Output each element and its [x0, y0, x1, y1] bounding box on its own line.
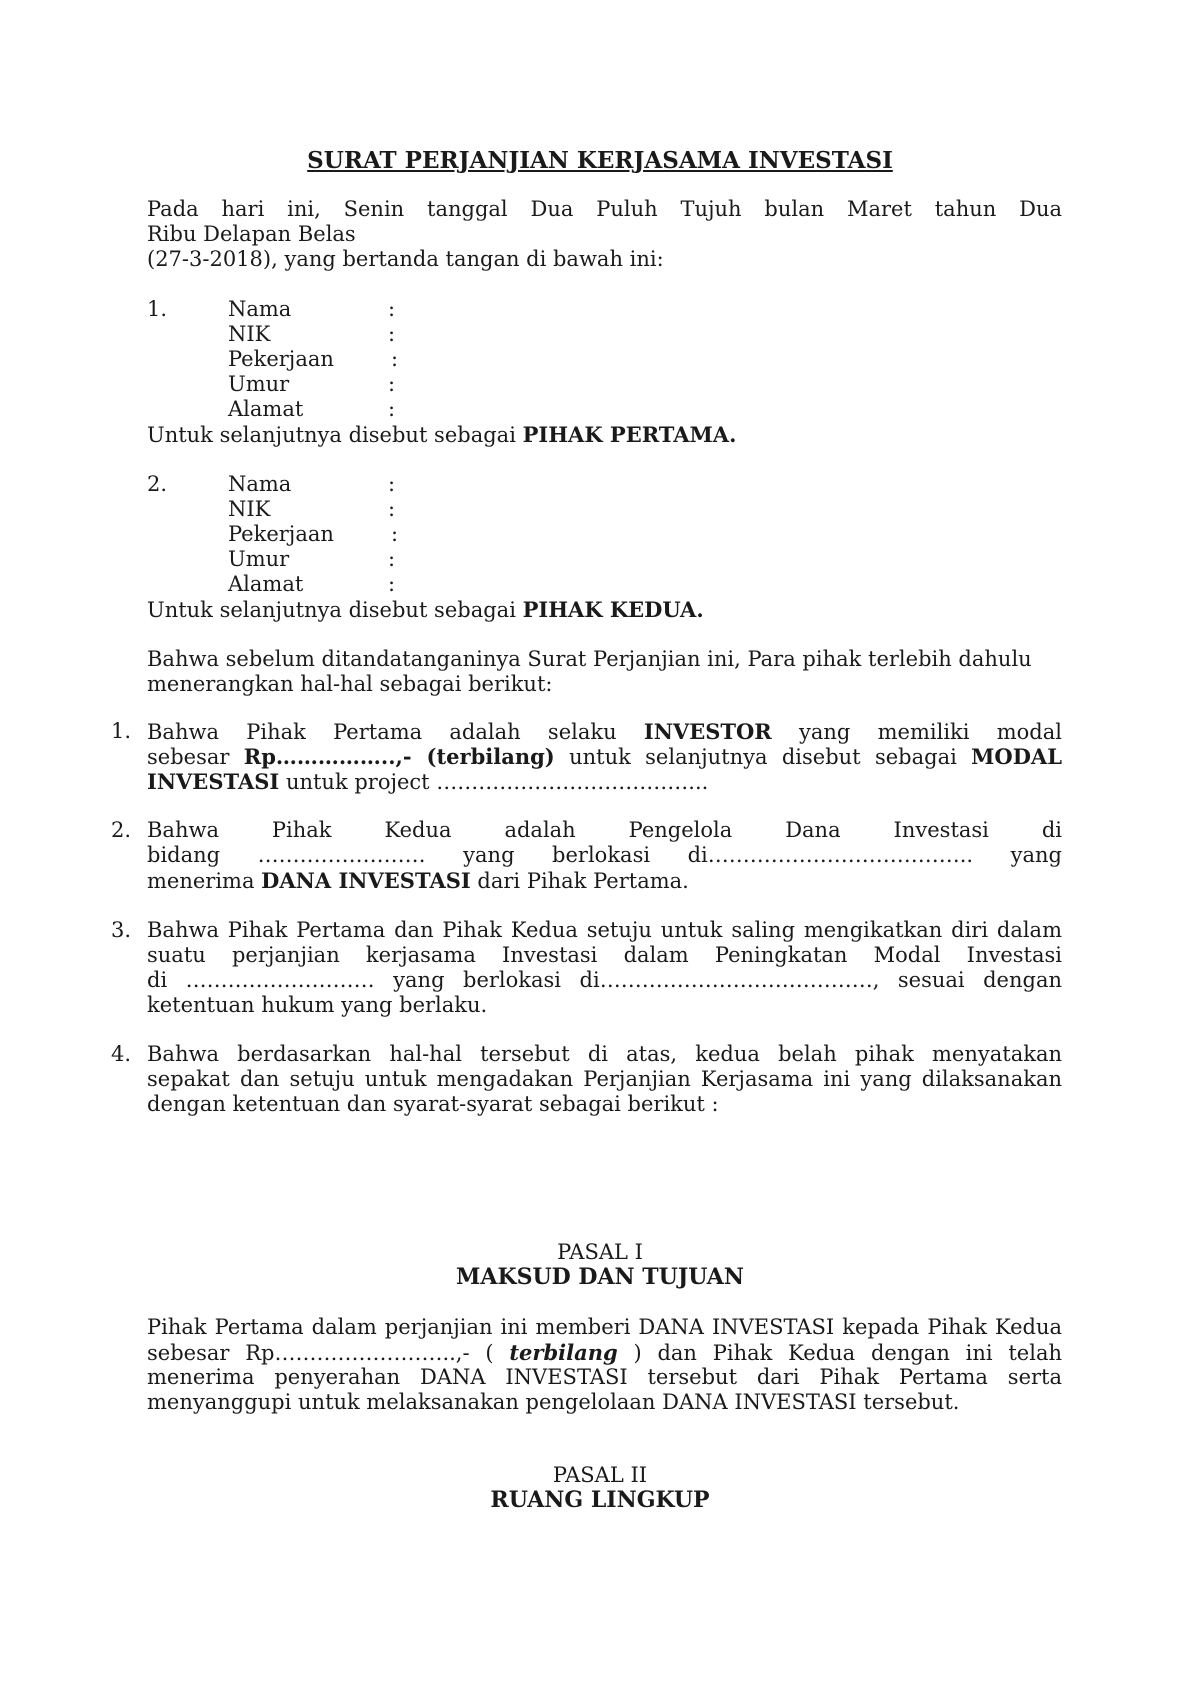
point-line: Bahwa Pihak Pertama adalah selaku INVESTOR yang memiliki modal: [147, 719, 1062, 744]
field-label: Pekerjaan: [228, 522, 334, 546]
field-label: Nama: [228, 297, 292, 321]
intro-line: Pada hari ini, Senin tanggal Dua Puluh Tujuh bulan Maret tahun Dua: [147, 197, 1062, 221]
field-colon: :: [388, 297, 396, 321]
point-line: sepakat dan setuju untuk mengadakan Perjanjian Kerjasama ini yang dilaksanakan: [147, 1067, 1062, 1091]
party-description: Untuk selanjutnya disebut sebagai PIHAK PERTAMA.: [147, 422, 737, 447]
pasal-heading: RUANG LINGKUP: [490, 1487, 710, 1513]
point-line: bidang …………………… yang berlokasi di……………………………….. yang: [147, 843, 1062, 867]
point-line: Bahwa Pihak Kedua adalah Pengelola Dana Investasi di: [147, 818, 1062, 842]
point-line: sebesar Rp……………..,- (terbilang) untuk selanjutnya disebut sebagai MODAL: [147, 744, 1062, 769]
field-colon: :: [388, 497, 396, 521]
field-label: Pekerjaan: [228, 347, 334, 371]
point-line: suatu perjanjian kerjasama Investasi dalam Peningkatan Modal Investasi: [147, 943, 1062, 967]
party-number: 1.: [147, 297, 168, 321]
point-line: INVESTASI untuk project ………………………………...: [147, 769, 709, 794]
point-number: 1.: [111, 719, 132, 743]
field-label: NIK: [228, 497, 271, 521]
field-label: Alamat: [228, 572, 304, 596]
field-label: Alamat: [228, 397, 304, 421]
field-label: Nama: [228, 472, 292, 496]
field-colon: :: [388, 372, 396, 396]
point-number: 3.: [111, 918, 132, 942]
pasal-label: PASAL II: [552, 1463, 648, 1487]
field-colon: :: [388, 547, 396, 571]
point-line: menerima DANA INVESTASI dari Pihak Pertama.: [147, 868, 689, 893]
investor-term: INVESTOR: [643, 719, 772, 744]
document-title: SURAT PERJANJIAN KERJASAMA INVESTASI: [307, 147, 893, 174]
dana-investasi-term: DANA INVESTASI: [261, 868, 471, 893]
pasal-one-paragraph: [147, 1315, 1062, 1415]
terbilang-term: terbilang: [509, 1340, 618, 1365]
intro-paragraph: [147, 197, 1062, 272]
investasi-term: INVESTASI: [147, 769, 280, 794]
pasal-line: menerima penyerahan DANA INVESTASI tersebut dari Pihak Pertama serta: [147, 1365, 1062, 1389]
field-colon: :: [388, 472, 396, 496]
point-line: di ……………………… yang berlokasi di…………………………………, sesuai dengan: [147, 968, 1062, 992]
party-name: PIHAK KEDUA.: [522, 597, 704, 622]
point-line: dengan ketentuan dan syarat-syarat sebagai berikut :: [147, 1092, 719, 1116]
point-line: ketentuan hukum yang berlaku.: [147, 993, 488, 1017]
party-number: 2.: [147, 472, 168, 496]
pasal-heading: MAKSUD DAN TUJUAN: [456, 1264, 744, 1290]
preamble-line: Bahwa sebelum ditandatanganinya Surat Perjanjian ini, Para pihak terlebih dahulu: [147, 647, 1032, 671]
field-colon: :: [388, 397, 396, 421]
party-name: PIHAK PERTAMA.: [522, 422, 737, 447]
amount-term: Rp……………..,- (terbilang): [243, 744, 555, 769]
party-description: Untuk selanjutnya disebut sebagai PIHAK KEDUA.: [147, 597, 704, 622]
point-line: Bahwa Pihak Pertama dan Pihak Kedua setuju untuk saling mengikatkan diri dalam: [147, 918, 1062, 942]
preamble-line: menerangkan hal-hal sebagai berikut:: [147, 672, 553, 696]
field-colon: :: [391, 347, 399, 371]
pasal-line: Pihak Pertama dalam perjanjian ini memberi DANA INVESTASI kepada Pihak Kedua: [147, 1315, 1062, 1339]
field-colon: :: [391, 522, 399, 546]
pasal-label: PASAL I: [557, 1240, 643, 1264]
pasal-line: sebesar Rp……………………..,- ( terbilang ) dan Pihak Kedua dengan ini telah: [147, 1340, 1062, 1365]
point-number: 4.: [111, 1042, 132, 1066]
intro-line: (27-3-2018), yang bertanda tangan di bawah ini:: [147, 247, 664, 271]
modal-term: MODAL: [971, 744, 1062, 769]
intro-line: Ribu Delapan Belas: [147, 222, 356, 246]
field-label: Umur: [228, 547, 290, 571]
point-number: 2.: [111, 818, 132, 842]
field-colon: :: [388, 322, 396, 346]
preamble-paragraph: [147, 647, 1062, 697]
point-line: Bahwa berdasarkan hal-hal tersebut di atas, kedua belah pihak menyatakan: [147, 1042, 1062, 1066]
pasal-line: menyanggupi untuk melaksanakan pengelolaan DANA INVESTASI tersebut.: [147, 1390, 960, 1414]
field-label: Umur: [228, 372, 290, 396]
field-colon: :: [388, 572, 396, 596]
field-label: NIK: [228, 322, 271, 346]
